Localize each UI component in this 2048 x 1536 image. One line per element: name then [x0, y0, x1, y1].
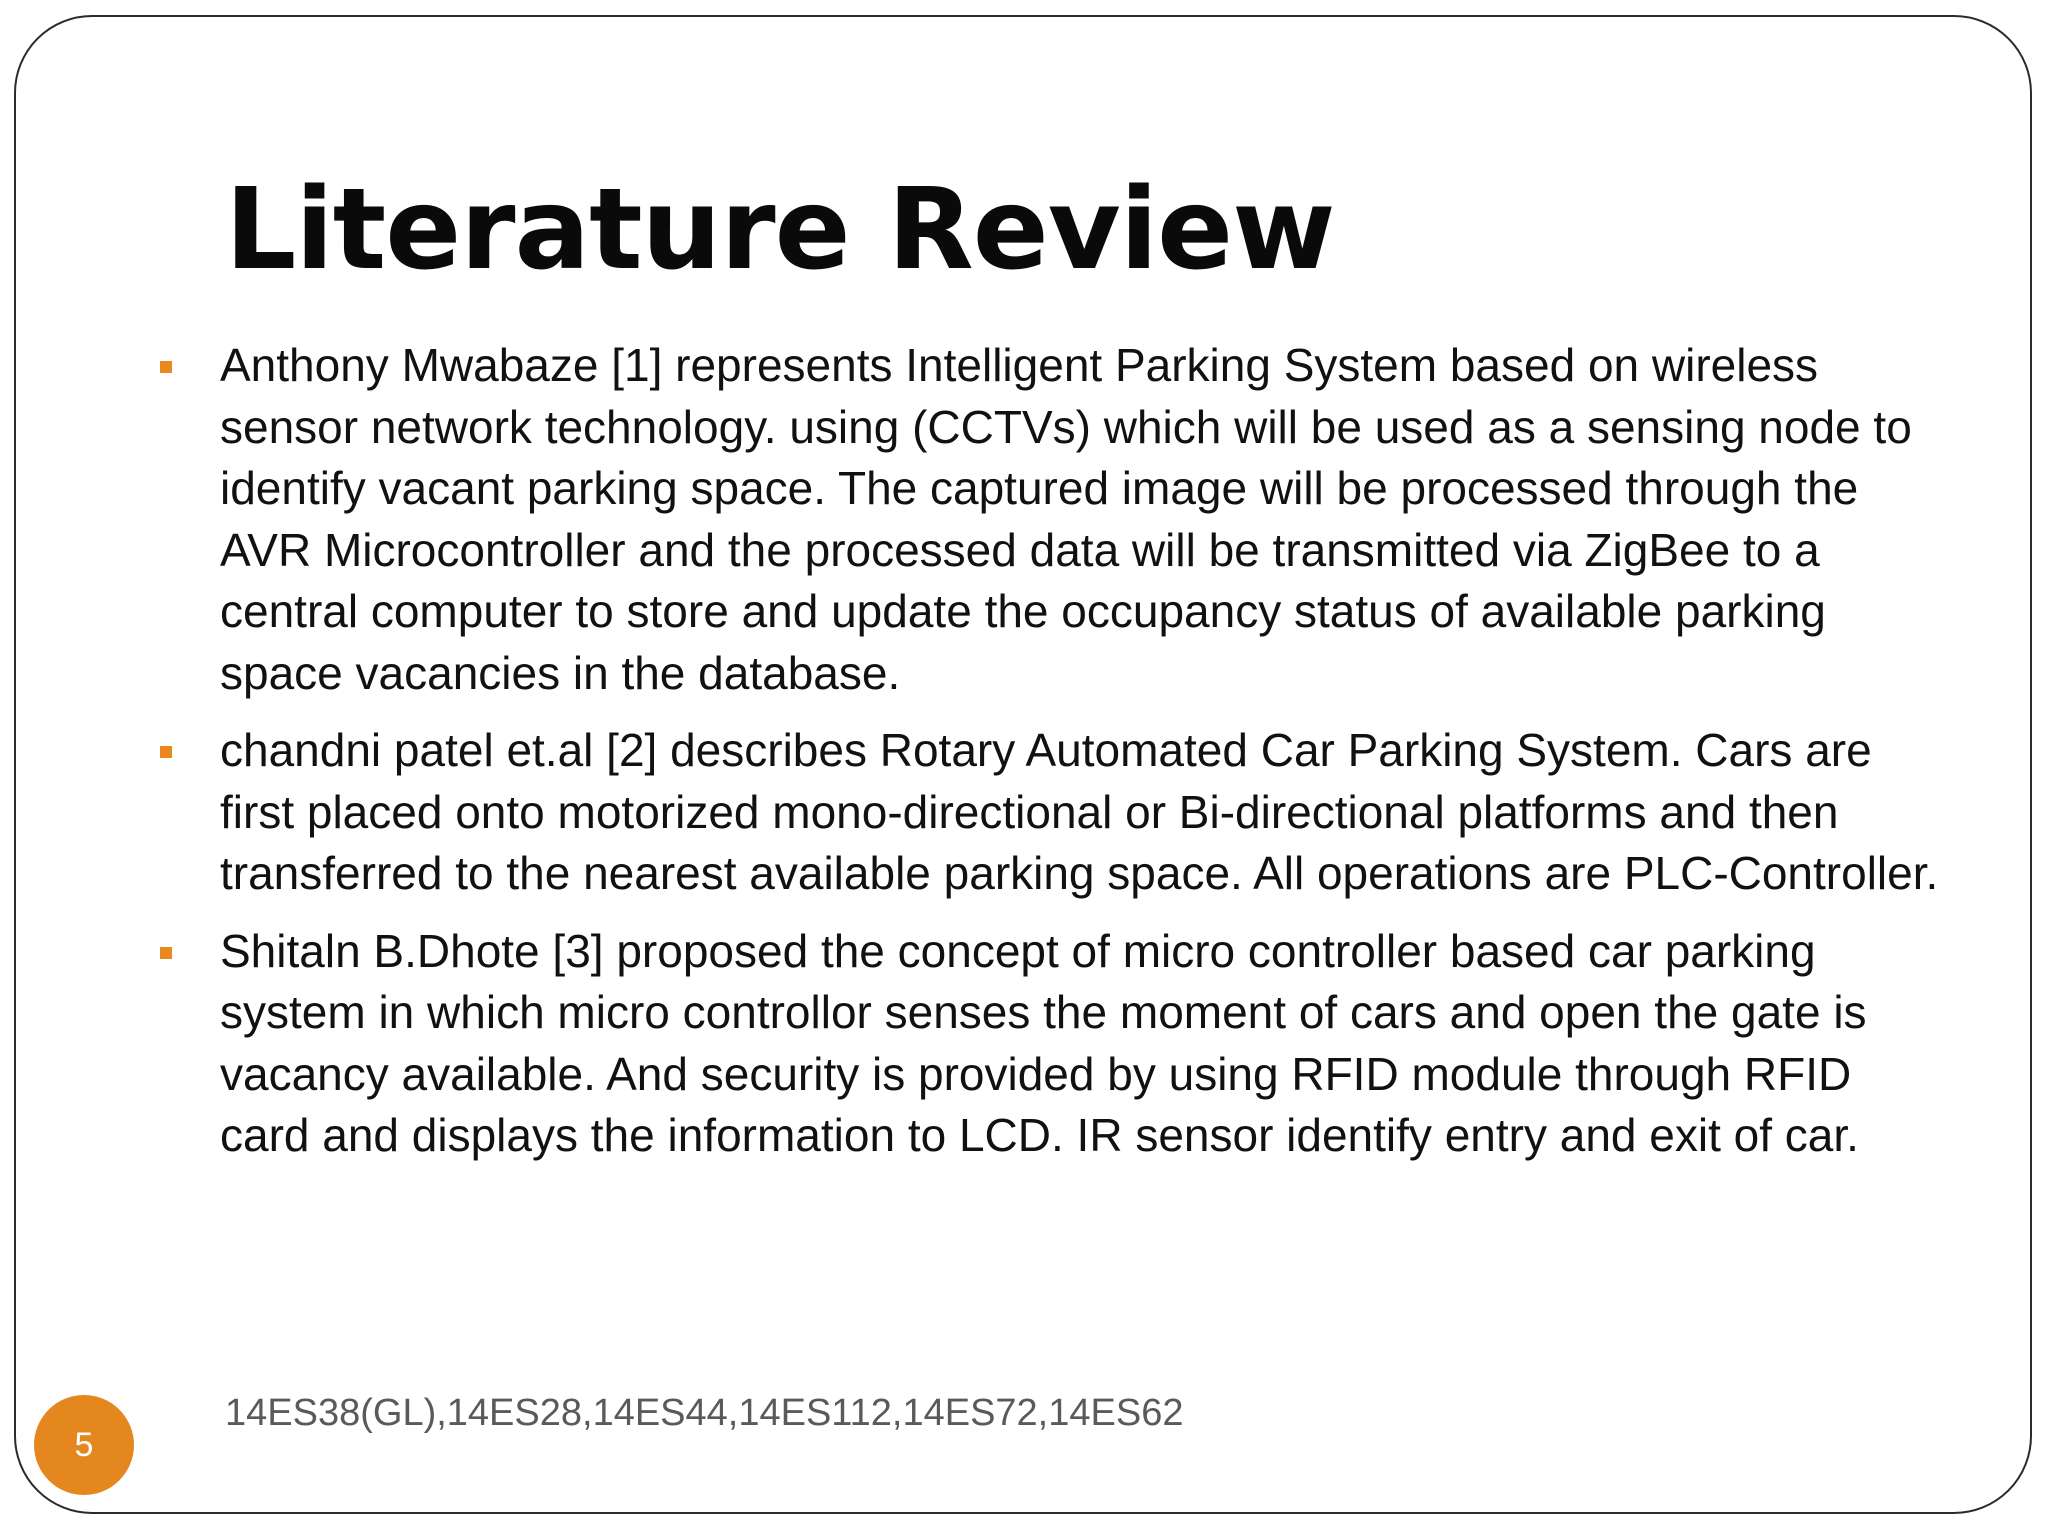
square-bullet-icon: [160, 361, 172, 373]
page-number-badge: [34, 1395, 134, 1495]
square-bullet-icon: [160, 746, 172, 758]
list-item: [150, 335, 1940, 704]
bullet-text: chandni patel et.al [2] describes Rotary Automated Car Parking System. Cars are first placed onto motorized mono-directional or Bi-directional platforms and then transferred to the nearest available parking space. All operations are PLC-Controller.: [220, 724, 1939, 899]
square-bullet-icon: [160, 947, 172, 959]
footer-roll-numbers: 14ES38(GL),14ES28,14ES44,14ES112,14ES72,14ES62: [225, 1392, 1184, 1434]
page-number: 5: [74, 1425, 94, 1464]
bullet-list: [150, 335, 1940, 1183]
slide-title: Literature Review: [225, 165, 1335, 295]
list-item: [150, 720, 1940, 905]
bullet-text: Anthony Mwabaze [1] represents Intelligent Parking System based on wireless sensor network technology. using (CCTVs) which will be used as a sensing node to identify vacant parking space. The captured image will be processed through the AVR Microcontroller and the processed data will be transmitted via ZigBee to a central computer to store and update the occupancy status of available parking space vacancies in the database.: [220, 339, 1912, 699]
bullet-text: Shitaln B.Dhote [3] proposed the concept of micro controller based car parking system in which micro controllor senses the moment of cars and open the gate is vacancy available. And security is provided by using RFID module through RFID card and displays the information to LCD. IR sensor identify entry and exit of car.: [220, 924, 1867, 1161]
list-item: [150, 921, 1940, 1167]
